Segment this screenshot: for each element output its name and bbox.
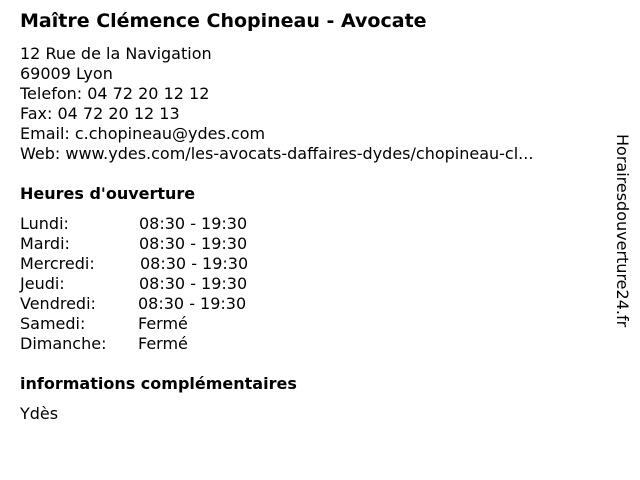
time-value: 08:30 - 19:30: [138, 294, 247, 313]
time-value: 08:30 - 19:30: [139, 274, 248, 293]
additional-info-text: Ydès: [20, 404, 59, 423]
page-title: Maître Clémence Chopineau - Avocate: [20, 10, 427, 32]
day-label: Lundi:: [20, 214, 69, 233]
additional-info-heading: informations complémentaires: [20, 374, 297, 393]
time-value: 08:30 - 19:30: [140, 254, 249, 273]
city: 69009 Lyon: [20, 64, 113, 83]
time-value: Fermé: [138, 334, 188, 353]
opening-hours-heading: Heures d'ouverture: [20, 184, 196, 203]
email-address: Email: c.chopineau@ydes.com: [20, 124, 266, 143]
website-url: Web: www.ydes.com/les-avocats-daffaires-dydes/chopineau-cl...: [20, 144, 534, 163]
fax-number: Fax: 04 72 20 12 13: [20, 104, 180, 123]
day-label: Dimanche:: [20, 334, 107, 353]
day-label: Jeudi:: [20, 274, 65, 293]
day-label: Mercredi:: [20, 254, 95, 273]
site-watermark: Horairesdouverture24.fr: [613, 134, 632, 328]
day-label: Vendredi:: [20, 294, 96, 313]
phone-number: Telefon: 04 72 20 12 12: [20, 84, 210, 103]
contact-block: [20, 44, 595, 164]
day-label: Samedi:: [20, 314, 86, 333]
time-value: 08:30 - 19:30: [139, 234, 248, 253]
time-value: Fermé: [138, 314, 188, 333]
day-label: Mardi:: [20, 234, 70, 253]
time-value: 08:30 - 19:30: [139, 214, 248, 233]
street-address: 12 Rue de la Navigation: [20, 44, 212, 63]
